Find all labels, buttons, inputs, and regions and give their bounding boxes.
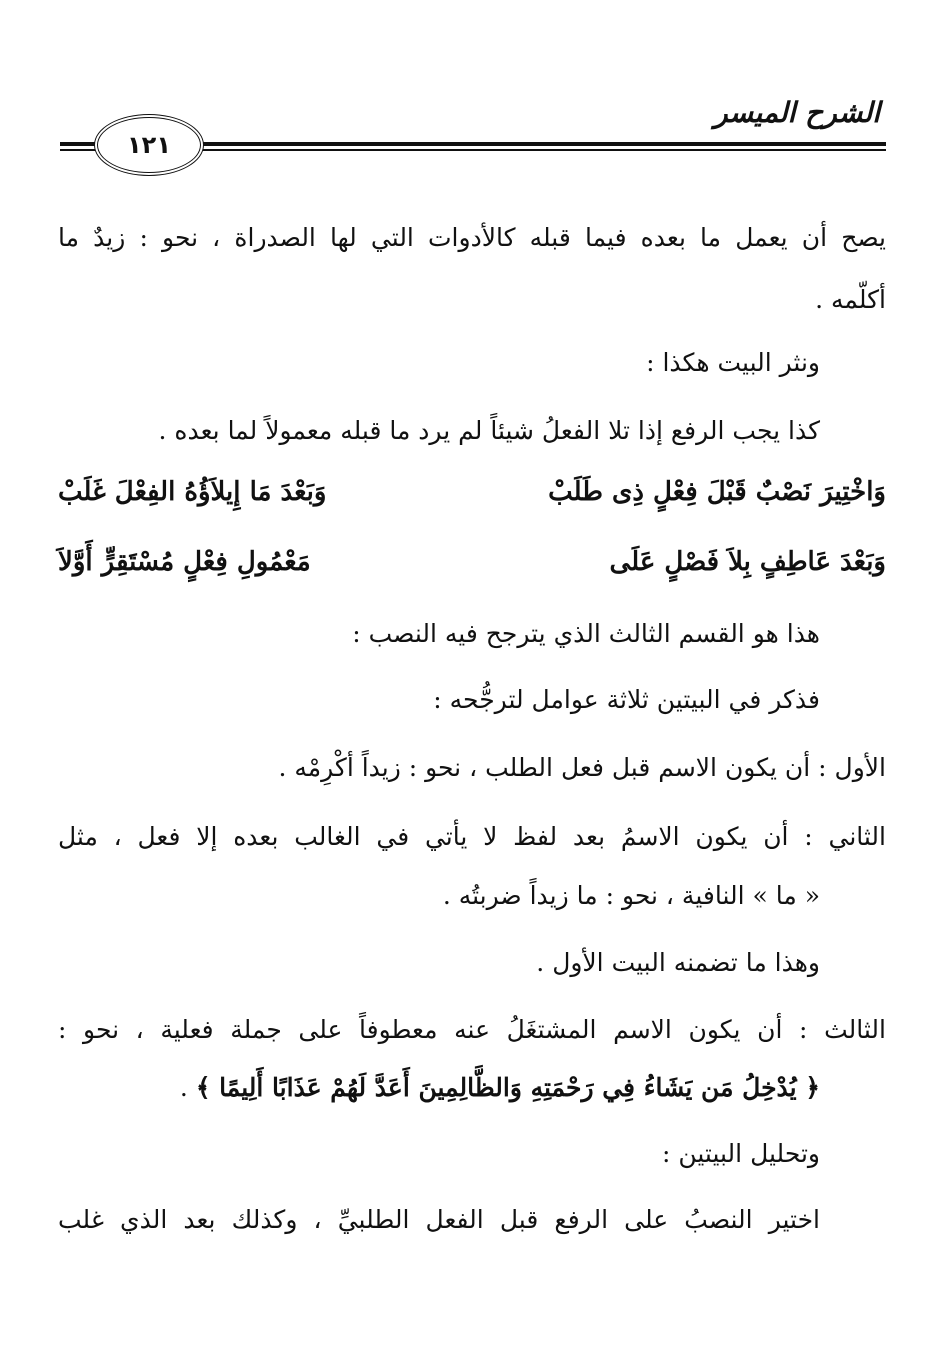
running-title: الشرح الميسر: [714, 96, 880, 129]
text-line-11: الثالث : أن يكون الاسم المشتغَلُ عنه معطوفاً على جملة فعلية ، نحو :: [58, 1015, 886, 1044]
verse-2-first-hemistich: وَبَعْدَ عَاطِفٍ بِلاَ فَصْلٍ عَلَى: [609, 547, 886, 577]
text-line-4: كذا يجب الرفع إذا تلا الفعلُ شيئاً لم يرد ما قبله معمولاً لما بعده .: [158, 416, 820, 445]
verse-1-second-hemistich: وَبَعْدَ مَا إِيلاَؤُهُ الفِعْلَ غَلَبْ: [58, 477, 327, 507]
text-line-13: وتحليل البيتين :: [661, 1139, 820, 1168]
text-line-8: الثاني : أن يكون الاسمُ بعد لفظ لا يأتي في الغالب بعده إلا فعل ، مثل: [58, 822, 886, 851]
text-line-14: اختير النصبُ على الرفع قبل الفعل الطلبيِّ ، وكذلك بعد الذي غلب: [58, 1205, 820, 1234]
quran-verse: ﴿ يُدْخِلُ مَن يَشَاءُ فِي رَحْمَتِهِ وَالظَّالِمِينَ أَعَدَّ لَهُمْ عَذَابًا أَلِيمًا ﴾: [195, 1073, 820, 1102]
text-line-5: هذا هو القسم الثالث الذي يترجح فيه النصب :: [352, 619, 820, 648]
text-line-7: الأول : أن يكون الاسم قبل فعل الطلب ، نحو : زيداً أكْرِمْه .: [278, 753, 886, 782]
text-line-3: ونثر البيت هكذا :: [646, 348, 820, 377]
page-number: ١٢١: [127, 131, 171, 159]
page-number-frame: [94, 114, 204, 176]
quran-verse-line: [180, 1068, 820, 1108]
text-line-2: أكلّمه .: [815, 285, 886, 314]
verse-1-first-hemistich: وَاخْتِيرَ نَصْبٌ قَبْلَ فِعْلٍ ذِى طَلَبْ: [548, 477, 886, 507]
page-header: [60, 92, 886, 182]
text-line-10: وهذا ما تضمنه البيت الأول .: [536, 948, 820, 977]
quran-verse-period: .: [179, 1073, 196, 1102]
text-line-9: « ما » النافية ، نحو : ما زيداً ضربتُه .: [442, 881, 820, 910]
text-line-6: فذكر في البيتين ثلاثة عوامل لترجُّحه :: [433, 685, 820, 714]
verse-2-second-hemistich: مَعْمُولِ فِعْلٍ مُسْتَقِرٍّ أَوَّلاَ: [58, 547, 311, 577]
text-line-1: يصح أن يعمل ما بعده فيما قبله كالأدوات التي لها الصدراة ، نحو : زيدٌ ما: [58, 223, 886, 252]
